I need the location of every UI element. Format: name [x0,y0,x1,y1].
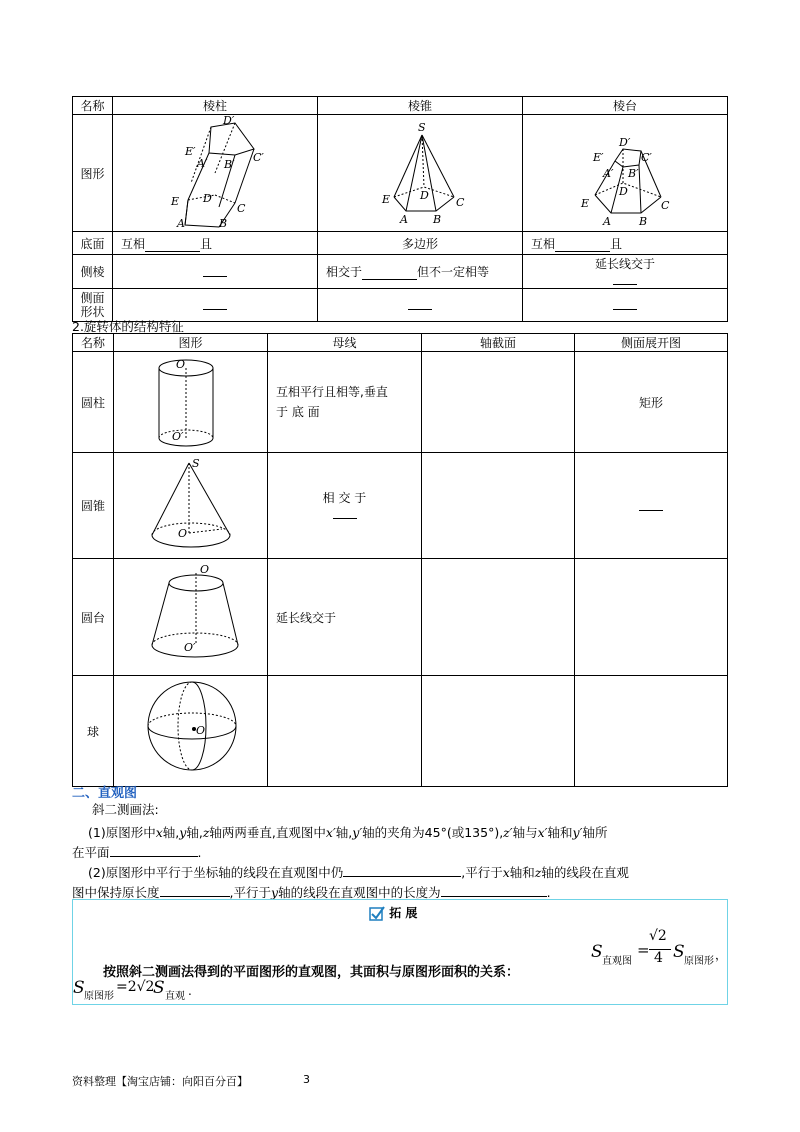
p1-line2-text: 在平面 [72,845,110,860]
p2-blank-1 [343,864,461,877]
cone-label-S: S [192,457,200,470]
p2-var-z: z [534,865,542,880]
frustum-cone-figure-cell [114,559,268,676]
pyramid-edge-text-a: 相交于 [326,265,363,279]
prism-label-B1: B′ [224,158,235,171]
paragraph-1 [88,823,607,843]
p1-text-c: 轴, [186,825,203,840]
frustum-cone-generatrix-cell: 延长线交于 [268,559,422,676]
pyramid-label-S: S [418,121,426,134]
prism-label-D: D [203,192,212,205]
p1-text-b: 轴, [162,825,180,840]
p1-text-f: 轴的夹角为45°(或135°), [362,825,504,840]
pyramid-edge-text-b: 但不一定相等 [417,265,490,279]
prism-label-E1: E′ [185,145,196,158]
sphere-figure [114,676,267,783]
cone-unfold-cell [575,453,728,559]
prism-label-B: B [219,217,228,228]
p1-text-e: 轴, [335,825,353,840]
frustum-cone-unfold-cell [575,559,728,676]
pyramid-label-D: D [420,189,429,202]
prism-label-A: A [177,217,185,228]
pyramid-face-blank [408,297,432,310]
p2-blank-2 [160,884,230,897]
frustum-label-D: D [619,185,628,198]
cone-generatrix-blank [333,506,357,519]
pyramid-label-A: A [400,213,408,226]
frustum-base-text-a: 互相 [531,236,556,251]
check-icon [369,906,385,922]
row-label-base: 底面 [73,232,113,255]
expand-text: 按照斜二测画法得到的平面图形的直观图，其面积与原图形面积的关系： [103,965,520,980]
frustum-cone-label-O: O [200,563,210,576]
prism-label-C: C [237,202,246,215]
header-name: 名称 [73,97,113,115]
paragraph-1-line2: 在平面 . [72,845,202,860]
p2-text-d: 轴的线段在直观 [541,865,629,880]
paragraph-2 [88,863,629,883]
p1-var-y: y [179,825,187,840]
cone-figure-cell [114,453,268,559]
sphere-figure-cell [114,676,268,787]
paragraph-2-line2: 图中保持原长度 ,平行于y轴的线段在直观图中的长度为 . [72,885,551,900]
prism-edge-blank [203,264,227,277]
formula2-sub: 原图形 [84,991,114,1002]
formula1-end: ， [715,948,728,962]
formula2-sub2: 直观 [165,991,185,1002]
pyramid-figure [318,115,522,228]
p2-var-y: y [271,885,279,900]
frustum-base-text-b: 且 [610,236,623,251]
row-label-face-b: 形状 [80,305,105,319]
formula2-end: . [188,984,192,998]
row-label-face-a: 侧面 [80,291,105,305]
cylinder-name: 圆柱 [73,352,114,453]
frustum-figure-cell [523,115,728,232]
prism-figure-cell [113,115,318,232]
frustum-label-A: A [603,215,611,228]
cylinder-figure [114,352,267,449]
formula1-den: 4 [654,950,663,966]
cylinder-axial-cell [422,352,575,453]
cone-generatrix-cell [268,453,422,559]
formula1-sub: 直观图 [602,956,632,967]
p1-var-x3: x′ [537,825,548,840]
expand-box [72,899,728,1005]
prism-label-D1: D′ [223,115,235,127]
p2-text-b: ,平行于 [461,865,503,880]
cone-generatrix-text: 相 交 于 [322,491,367,505]
pyramid-base-cell: 多边形 [318,232,523,255]
section2-title: 2.旋转体的结构特征 [72,319,184,334]
frustum-label-C1: C′ [641,151,652,164]
pyramid-edge-blank [362,267,417,280]
header-prism: 棱柱 [113,97,318,115]
header-frustum: 棱台 [523,97,728,115]
frustum-label-E1: E′ [593,151,604,164]
frustum-label-B: B [639,215,648,228]
p1-text-a: (1)原图形中 [88,825,156,840]
row-label-figure: 图形 [73,115,113,232]
sphere-name: 球 [73,676,114,787]
p1-text-g: 轴与 [512,825,538,840]
prism-edge-cell [113,255,318,289]
frustum-label-C: C [661,199,670,212]
cylinder-generatrix-a: 互相平行且相等,垂直 [276,385,388,399]
sphere-unfold-cell [575,676,728,787]
p1-blank [110,844,198,857]
frustum-label-B1: B′ [628,167,639,180]
section-title: 二、直观图 [72,786,138,801]
p1-text-h: 轴和 [547,825,573,840]
cone-label-O: O [178,527,188,540]
t2-header-name: 名称 [73,334,114,352]
p1-var-z: z [202,825,210,840]
polyhedron-table [72,96,728,322]
p1-var-x: x [155,825,163,840]
header-pyramid: 棱锥 [318,97,523,115]
frustum-figure [523,115,727,228]
p1-var-y2: y′ [352,825,363,840]
frustum-cone-axial-cell [422,559,575,676]
method-heading: 斜二测画法: [92,802,159,817]
formula1-sub2: 原图形 [684,956,714,967]
frustum-label-A1: A′ [603,167,614,180]
frustum-cone-figure [114,559,267,672]
prism-base-text-a: 互相 [121,236,146,251]
t2-header-generatrix: 母线 [268,334,422,352]
frustum-base-cell [523,232,728,255]
p2-var-x: x [502,865,510,880]
prism-base-blank [145,239,200,252]
expand-badge [369,904,417,922]
expand-badge-label: 拓 展 [389,906,418,920]
pyramid-face-cell [318,289,523,322]
p1-var-x2: x′ [325,825,336,840]
prism-base-text-b: 且 [200,236,213,251]
frustum-cone-name: 圆台 [73,559,114,676]
cone-name: 圆锥 [73,453,114,559]
frustum-label-D1: D′ [619,136,631,149]
pyramid-label-E: E [382,193,391,206]
prism-figure [113,115,317,228]
p2-text-g: 轴的线段在直观图中的长度为 [278,885,441,900]
p2-text-a: (2)原图形中平行于坐标轴的线段在直观图中仍 [88,865,344,880]
frustum-face-blank [613,297,637,310]
sphere-label-O: O [196,724,206,737]
sphere-generatrix-cell [268,676,422,787]
cone-axial-cell [422,453,575,559]
prism-label-A1: A′ [197,157,208,170]
cone-figure [114,453,267,555]
pyramid-label-C: C [456,196,465,209]
formula2-eq: =2√2 [116,979,155,995]
prism-label-E: E [171,195,180,208]
frustum-base-blank [555,239,610,252]
cone-unfold-blank [639,498,663,511]
formula2-S2: S [153,978,165,998]
cylinder-generatrix-b: 于 底 面 [276,405,320,419]
formula-2 [73,978,203,1002]
t2-header-unfold: 侧面展开图 [575,334,728,352]
prism-face-blank [203,297,227,310]
t2-header-figure: 图形 [114,334,268,352]
formula2-S: S [73,978,85,998]
pyramid-edge-cell [318,255,523,289]
p2-blank-3 [441,884,547,897]
t2-header-axial: 轴截面 [422,334,575,352]
formula-1 [591,928,728,974]
pyramid-label-B: B [433,213,442,226]
footer-text: 资料整理【淘宝店铺：向阳百分百】 [72,1075,248,1088]
frustum-edge-cell [523,255,728,289]
p2-text-c: 轴和 [509,865,535,880]
prism-base-cell [113,232,318,255]
formula1-num: √2 [649,928,667,944]
page-number: 3 [303,1073,310,1086]
p2-text-f: ,平行于 [229,885,271,900]
cylinder-unfold-cell: 矩形 [575,352,728,453]
solid-of-revolution-table [72,333,728,787]
p1-var-z2: z′ [503,825,513,840]
frustum-edge-text: 延长线交于 [594,257,655,271]
p1-var-y3: y′ [572,825,583,840]
cylinder-figure-cell [114,352,268,453]
sphere-axial-cell [422,676,575,787]
p1-text-d: 轴两两垂直,直观图中 [209,825,326,840]
frustum-face-cell [523,289,728,322]
prism-label-C1: C′ [253,151,264,164]
p2-text-e: 图中保持原长度 [72,885,160,900]
row-label-edge: 侧棱 [73,255,113,289]
formula1-S2: S [673,942,685,962]
frustum-label-E: E [581,197,590,210]
cylinder-generatrix-cell [268,352,422,453]
cylinder-label-O: O [176,358,186,371]
pyramid-figure-cell [318,115,523,232]
frustum-cone-label-O1: O′ [184,641,196,654]
p1-text-i: 轴所 [582,825,608,840]
formula1-S: S [591,942,603,962]
cylinder-label-O1: O′ [172,430,184,443]
formula1-eq: = [637,941,650,959]
frustum-edge-blank [613,272,637,285]
